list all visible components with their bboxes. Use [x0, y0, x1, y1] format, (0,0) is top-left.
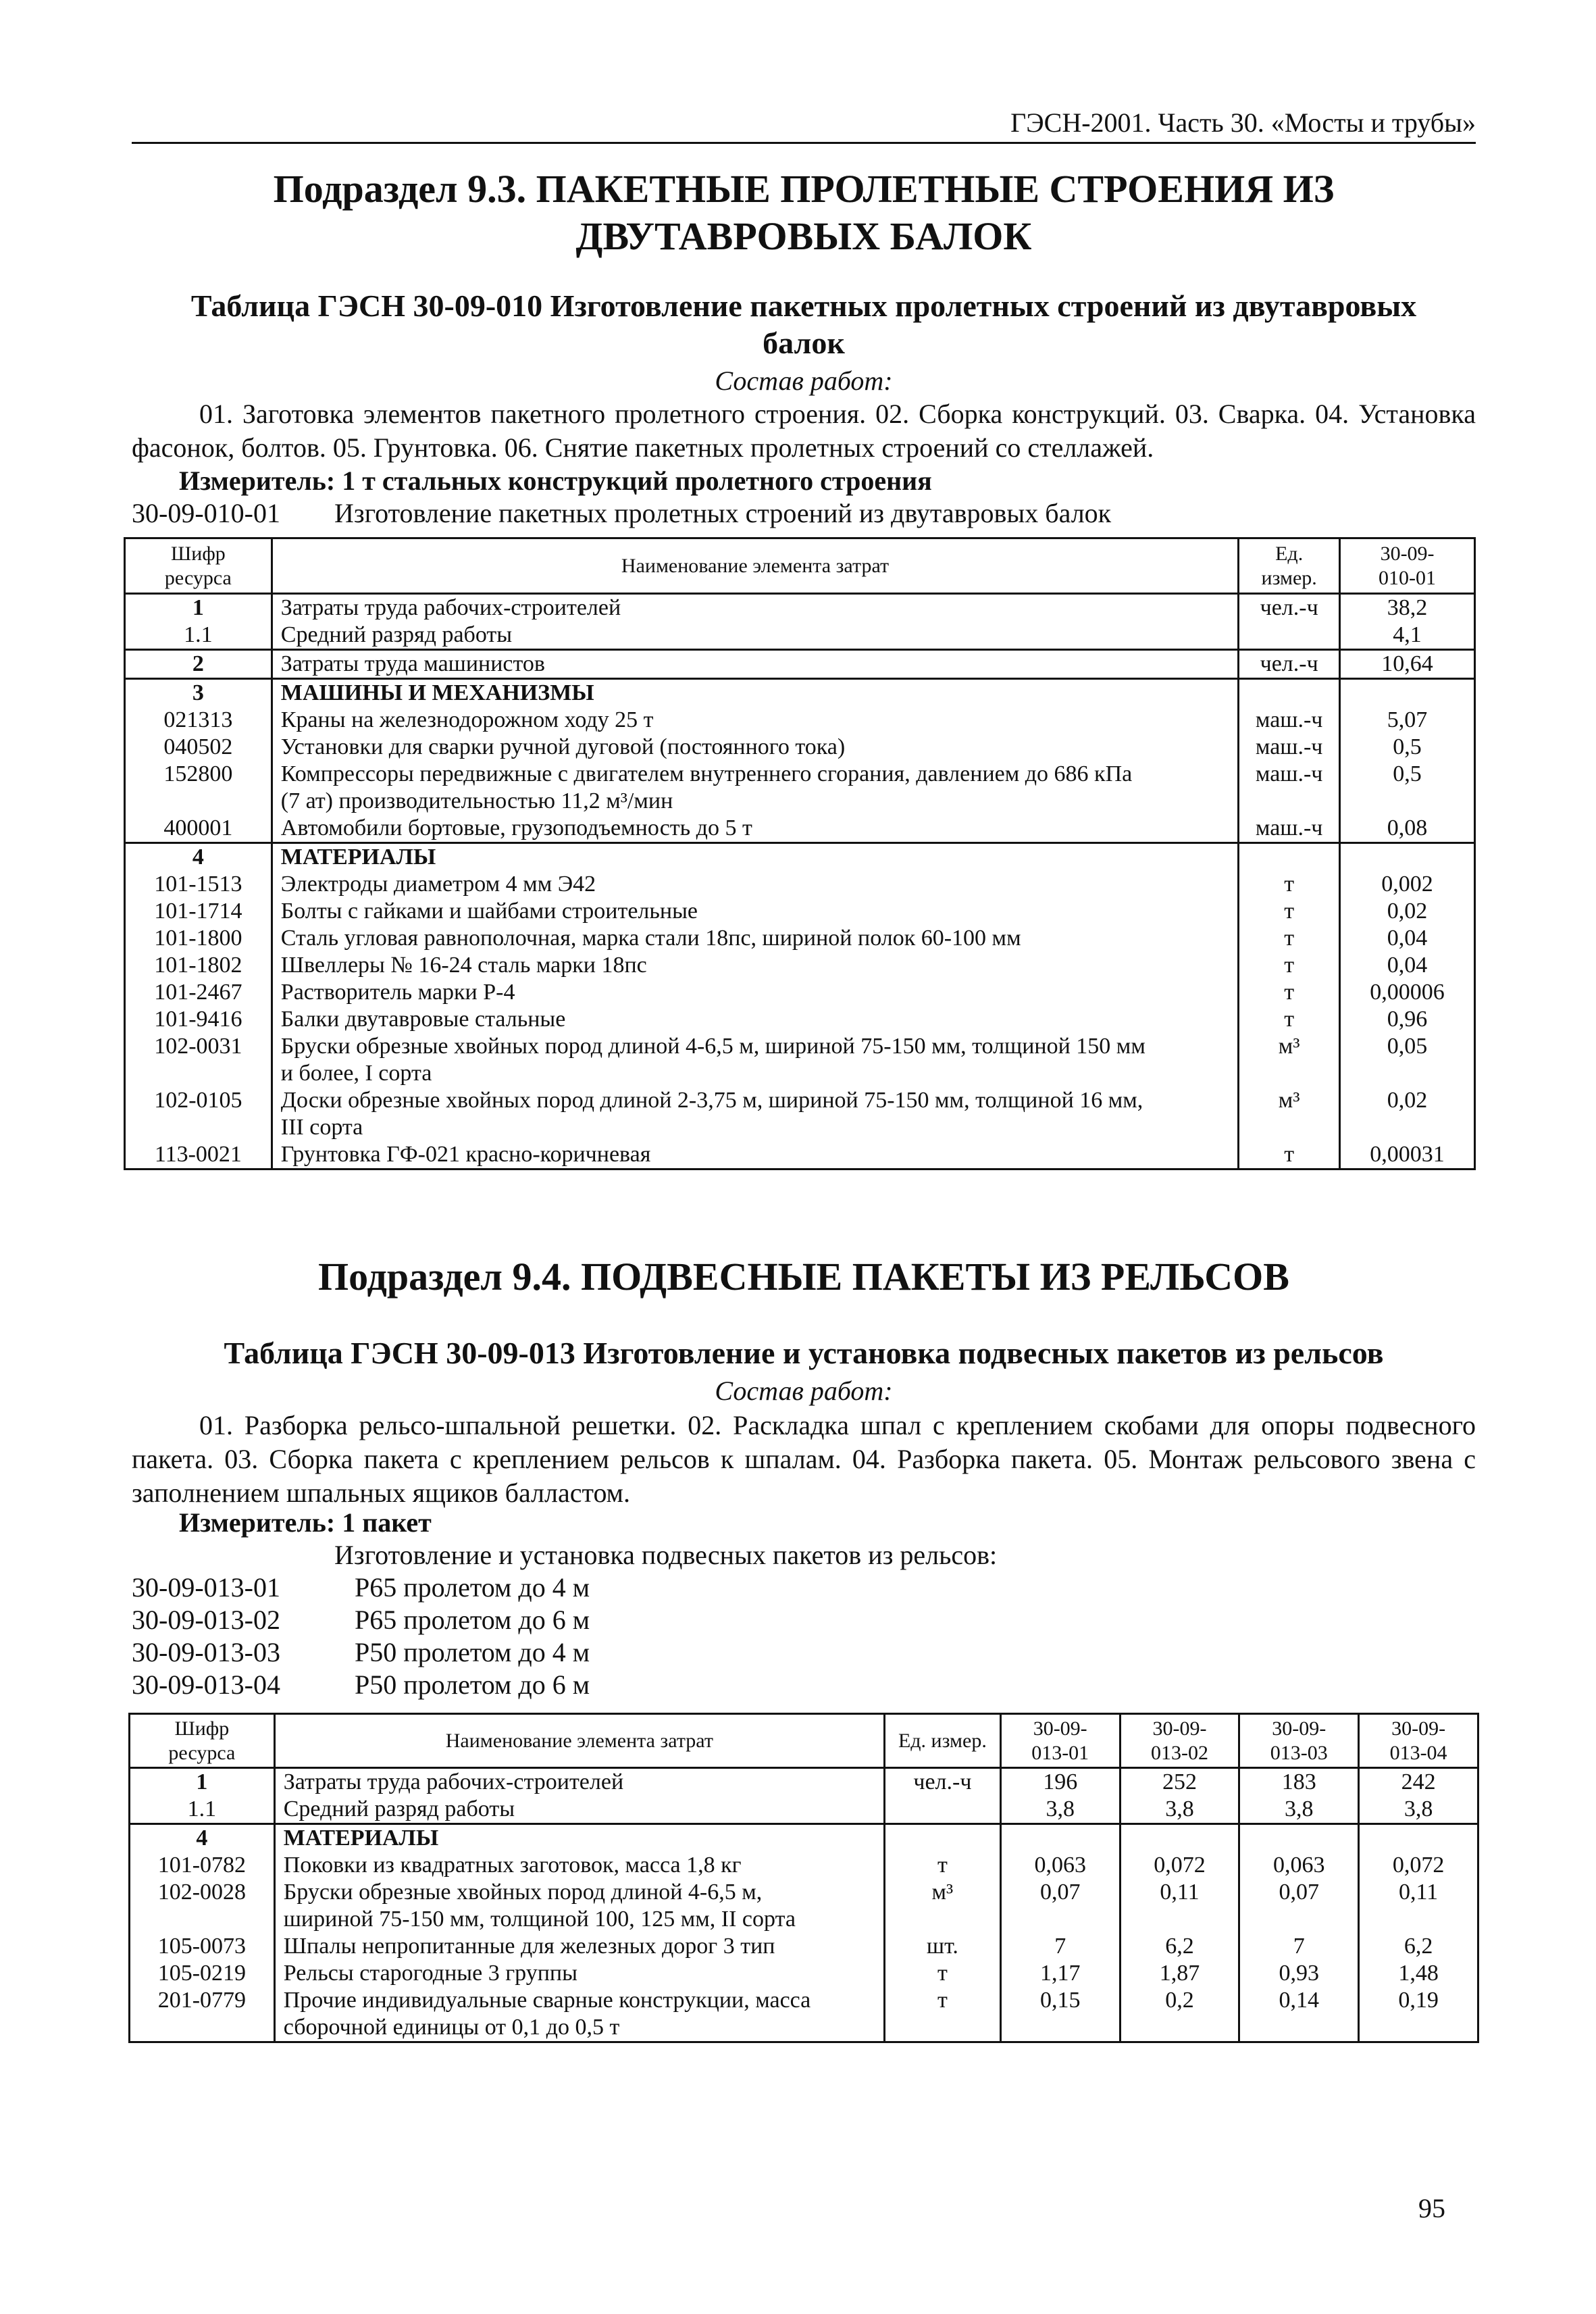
table-row: [125, 594, 1475, 622]
section-title-9-3-line2: ДВУТАВРОВЫХ БАЛОК: [575, 214, 1032, 258]
header-norm-col: 30-09- 013-03: [1239, 1714, 1359, 1768]
table-row: [125, 734, 1475, 761]
row-code: 102-0031: [125, 1033, 272, 1087]
row-code: 400001: [125, 815, 272, 843]
row-unit: т: [1239, 898, 1340, 925]
row-value: 0,05: [1340, 1033, 1475, 1087]
norm-description: Р50 пролетом до 4 м: [355, 1637, 590, 1667]
row-name: Балки двутавровые стальные: [272, 1006, 1238, 1033]
row-code: 101-1802: [125, 952, 272, 979]
table-row: [130, 1987, 1478, 2042]
row-value: 0,00006: [1340, 979, 1475, 1006]
work-composition-text: 01. Разборка рельсо-шпальной решетки. 02. Раскладка шпал с креплением скобами для опоры подвесного пакета. 03. Сборка пакета с креплением рельсов к шпалам. 04. Разборка пакета. 05. Монтаж рельсового звена с заполнением шпальных ящиков балластом.: [132, 1410, 1476, 1508]
row-unit: [1239, 843, 1340, 872]
row-value: [1000, 1824, 1120, 1853]
header-code: Шифр ресурса: [125, 538, 272, 594]
row-value: 0,04: [1340, 925, 1475, 952]
table-row: [125, 707, 1475, 734]
work-composition-caption: Состав работ:: [715, 366, 893, 396]
row-name: МАШИНЫ И МЕХАНИЗМЫ: [272, 679, 1238, 707]
row-name: Установки для сварки ручной дуговой (постоянного тока): [272, 734, 1238, 761]
row-value: 252: [1120, 1768, 1239, 1796]
work-composition-text: 01. Заготовка элементов пакетного пролетного строения. 02. Сборка конструкций. 03. Сварка. 04. Установка фасонок, болтов. 05. Грунтовка. 06. Снятие пакетных пролетных строений со стеллажей.: [132, 399, 1476, 463]
table-row: [130, 1933, 1478, 1960]
table-row: [125, 952, 1475, 979]
table-row-group-header: [125, 679, 1475, 707]
row-code: 3: [125, 679, 272, 707]
table-title-30-09-010-line1: Таблица ГЭСН 30-09-010 Изготовление пакетных пролетных строений из двутавровых: [190, 288, 1417, 323]
norm-code: 30-09-013-03: [132, 1637, 280, 1667]
section-title-9-3-line1: Подраздел 9.3. ПАКЕТНЫЕ ПРОЛЕТНЫЕ СТРОЕНИЯ ИЗ: [273, 167, 1335, 211]
norm-code-line: [132, 1604, 590, 1636]
row-value: 1,17: [1000, 1960, 1120, 1987]
norm-code-line: [132, 1571, 590, 1604]
table-row: [125, 898, 1475, 925]
row-name: Краны на железнодорожном ходу 25 т: [272, 707, 1238, 734]
row-code: 2: [125, 650, 272, 679]
table-title-30-09-010-line2: балок: [763, 326, 845, 360]
row-code: 4: [125, 843, 272, 872]
row-value: 6,2: [1120, 1933, 1239, 1960]
row-code: 1.1: [125, 622, 272, 650]
row-name: Затраты труда машинистов: [272, 650, 1238, 679]
row-name: Затраты труда рабочих-строителей: [272, 594, 1238, 622]
row-value: [1359, 1824, 1478, 1853]
row-code: 021313: [125, 707, 272, 734]
row-unit: [1239, 679, 1340, 707]
row-value: 0,072: [1359, 1852, 1478, 1879]
row-unit: т: [1239, 871, 1340, 898]
table-row: [125, 761, 1475, 815]
row-unit: чел.-ч: [1239, 650, 1340, 679]
row-unit: т: [1239, 925, 1340, 952]
page-number: 95: [1418, 2193, 1445, 2223]
row-value: 0,07: [1000, 1879, 1120, 1933]
row-value: 0,15: [1000, 1987, 1120, 2042]
row-value: 196: [1000, 1768, 1120, 1796]
row-value: [1239, 1824, 1359, 1853]
row-value: 0,19: [1359, 1987, 1478, 2042]
row-code: 201-0779: [130, 1987, 275, 2042]
norm-code: 30-09-013-01: [132, 1572, 280, 1603]
row-value: 0,5: [1340, 761, 1475, 815]
row-value: 7: [1239, 1933, 1359, 1960]
table-row: [125, 622, 1475, 650]
row-code: 152800: [125, 761, 272, 815]
table-row: [125, 650, 1475, 679]
row-name: Рельсы старогодные 3 группы: [274, 1960, 884, 1987]
row-value: 3,8: [1359, 1796, 1478, 1824]
header-norm-col: 30-09- 013-01: [1000, 1714, 1120, 1768]
row-name: Прочие индивидуальные сварные конструкции, масса сборочной единицы от 0,1 до 0,5 т: [274, 1987, 884, 2042]
row-name: МАТЕРИАЛЫ: [272, 843, 1238, 872]
row-value: 3,8: [1120, 1796, 1239, 1824]
row-value: 1,87: [1120, 1960, 1239, 1987]
row-code: 105-0219: [130, 1960, 275, 1987]
header-name: Наименование элемента затрат: [274, 1714, 884, 1768]
row-name: Доски обрезные хвойных пород длиной 2-3,75 м, шириной 75-150 мм, толщиной 16 мм, III сорта: [272, 1087, 1238, 1141]
row-value: 0,04: [1340, 952, 1475, 979]
table-row: [125, 871, 1475, 898]
row-value: 0,02: [1340, 1087, 1475, 1141]
row-unit: т: [884, 1987, 1000, 2042]
table-row: [125, 925, 1475, 952]
header-norm-col: 30-09- 013-02: [1120, 1714, 1239, 1768]
norm-code: 30-09-013-04: [132, 1669, 280, 1700]
row-code: 101-1714: [125, 898, 272, 925]
running-header: ГЭСН-2001. Часть 30. «Мосты и трубы»: [132, 107, 1476, 144]
row-unit: м³: [884, 1879, 1000, 1933]
row-code: 101-9416: [125, 1006, 272, 1033]
table-row: [130, 1852, 1478, 1879]
table-row: [130, 1796, 1478, 1824]
norm-description: Р65 пролетом до 4 м: [355, 1572, 590, 1603]
table-row: [125, 1033, 1475, 1087]
row-name: Растворитель марки Р-4: [272, 979, 1238, 1006]
resource-table-30-09-010: [124, 537, 1476, 1170]
row-value: 0,14: [1239, 1987, 1359, 2042]
row-code: 102-0105: [125, 1087, 272, 1141]
row-value: 0,02: [1340, 898, 1475, 925]
norm-description: Изготовление пакетных пролетных строений из двутавровых балок: [334, 498, 1112, 528]
row-value: 0,00031: [1340, 1141, 1475, 1169]
header-code: Шифр ресурса: [130, 1714, 275, 1768]
norm-code-line: [132, 1636, 590, 1669]
row-code: 040502: [125, 734, 272, 761]
row-value: 3,8: [1239, 1796, 1359, 1824]
row-value: 6,2: [1359, 1933, 1478, 1960]
row-name: Сталь угловая равнополочная, марка стали 18пс, шириной полок 60-100 мм: [272, 925, 1238, 952]
row-unit: маш.-ч: [1239, 707, 1340, 734]
row-value: [1340, 843, 1475, 872]
row-name: Швеллеры № 16-24 сталь марки 18пс: [272, 952, 1238, 979]
row-code: 101-2467: [125, 979, 272, 1006]
row-name: Средний разряд работы: [272, 622, 1238, 650]
row-name: Бруски обрезные хвойных пород длиной 4-6,5 м, шириной 75-150 мм, толщиной 150 мм и более, I сорта: [272, 1033, 1238, 1087]
row-name: Средний разряд работы: [274, 1796, 884, 1824]
row-code: 4: [130, 1824, 275, 1853]
norm-code: 30-09-010-01: [132, 498, 280, 528]
row-value: 7: [1000, 1933, 1120, 1960]
row-name: Поковки из квадратных заготовок, масса 1,8 кг: [274, 1852, 884, 1879]
section-title-9-4: Подраздел 9.4. ПОДВЕСНЫЕ ПАКЕТЫ ИЗ РЕЛЬСОВ: [318, 1255, 1289, 1299]
row-name: Автомобили бортовые, грузоподъемность до 5 т: [272, 815, 1238, 843]
row-unit: т: [1239, 1141, 1340, 1169]
row-value: [1340, 679, 1475, 707]
header-unit: Ед. измер.: [1239, 538, 1340, 594]
norm-code-line: [132, 1669, 590, 1701]
table-row: [130, 1879, 1478, 1933]
row-name: Грунтовка ГФ-021 красно-коричневая: [272, 1141, 1238, 1169]
table-row: [125, 815, 1475, 843]
row-unit: маш.-ч: [1239, 815, 1340, 843]
row-code: 102-0028: [130, 1879, 275, 1933]
row-name: Болты с гайками и шайбами строительные: [272, 898, 1238, 925]
row-code: 1: [125, 594, 272, 622]
row-unit: т: [884, 1960, 1000, 1987]
row-value: 0,11: [1359, 1879, 1478, 1933]
norm-description: Р65 пролетом до 6 м: [355, 1605, 590, 1635]
row-unit: [884, 1824, 1000, 1853]
row-name: Электроды диаметром 4 мм Э42: [272, 871, 1238, 898]
row-value: 4,1: [1340, 622, 1475, 650]
row-unit: маш.-ч: [1239, 734, 1340, 761]
row-value: 0,11: [1120, 1879, 1239, 1933]
row-unit: чел.-ч: [1239, 594, 1340, 622]
row-name: Затраты труда рабочих-строителей: [274, 1768, 884, 1796]
row-name: Компрессоры передвижные с двигателем внутреннего сгорания, давлением до 686 кПа (7 ат) производительностью 11,2 м³/мин: [272, 761, 1238, 815]
row-value: [1120, 1824, 1239, 1853]
row-code: 1.1: [130, 1796, 275, 1824]
row-code: 105-0073: [130, 1933, 275, 1960]
row-value: 183: [1239, 1768, 1359, 1796]
row-unit: шт.: [884, 1933, 1000, 1960]
measure-unit: Измеритель: 1 т стальных конструкций пролетного строения: [179, 466, 932, 496]
row-unit: маш.-ч: [1239, 761, 1340, 815]
table-row: [125, 1006, 1475, 1033]
row-value: 0,08: [1340, 815, 1475, 843]
row-unit: [884, 1796, 1000, 1824]
row-code: 101-1800: [125, 925, 272, 952]
row-unit: м³: [1239, 1087, 1340, 1141]
table-title-30-09-013: Таблица ГЭСН 30-09-013 Изготовление и установка подвесных пакетов из рельсов: [224, 1336, 1384, 1370]
row-unit: [1239, 622, 1340, 650]
table-row: [125, 1087, 1475, 1141]
row-value: 10,64: [1340, 650, 1475, 679]
row-value: 3,8: [1000, 1796, 1120, 1824]
table-row-group-header: [125, 843, 1475, 872]
measure-unit: Измеритель: 1 пакет: [179, 1507, 432, 1538]
table-header-row: [130, 1714, 1478, 1768]
row-unit: м³: [1239, 1033, 1340, 1087]
row-value: 5,07: [1340, 707, 1475, 734]
resource-table-30-09-013: [128, 1713, 1479, 2043]
table-row-group-header: [130, 1824, 1478, 1853]
row-code: 101-1513: [125, 871, 272, 898]
row-value: 0,96: [1340, 1006, 1475, 1033]
table-row: [130, 1768, 1478, 1796]
row-name: МАТЕРИАЛЫ: [274, 1824, 884, 1853]
norm-code: 30-09-013-02: [132, 1605, 280, 1635]
row-name: Бруски обрезные хвойных пород длиной 4-6,5 м, шириной 75-150 мм, толщиной 100, 125 мм, II сорта: [274, 1879, 884, 1933]
row-value: 0,2: [1120, 1987, 1239, 2042]
row-value: 0,07: [1239, 1879, 1359, 1933]
header-unit: Ед. измер.: [884, 1714, 1000, 1768]
row-unit: т: [1239, 979, 1340, 1006]
row-name: Шпалы непропитанные для железных дорог 3 тип: [274, 1933, 884, 1960]
row-code: 113-0021: [125, 1141, 272, 1169]
row-code: 1: [130, 1768, 275, 1796]
header-name: Наименование элемента затрат: [272, 538, 1238, 594]
row-value: 242: [1359, 1768, 1478, 1796]
norm-group-title: Изготовление и установка подвесных пакетов из рельсов:: [334, 1540, 998, 1570]
row-unit: чел.-ч: [884, 1768, 1000, 1796]
norm-code-line: [132, 497, 1111, 530]
table-row: [130, 1960, 1478, 1987]
row-value: 1,48: [1359, 1960, 1478, 1987]
row-value: 0,063: [1000, 1852, 1120, 1879]
header-norm-col: 30-09- 013-04: [1359, 1714, 1478, 1768]
table-header-row: [125, 538, 1475, 594]
work-composition-caption: Состав работ:: [715, 1376, 893, 1406]
row-unit: т: [1239, 1006, 1340, 1033]
table-row: [125, 1141, 1475, 1169]
norm-description: Р50 пролетом до 6 м: [355, 1669, 590, 1700]
row-value: 0,063: [1239, 1852, 1359, 1879]
row-value: 0,002: [1340, 871, 1475, 898]
row-value: 38,2: [1340, 594, 1475, 622]
row-unit: т: [1239, 952, 1340, 979]
row-code: 101-0782: [130, 1852, 275, 1879]
row-value: 0,5: [1340, 734, 1475, 761]
row-unit: т: [884, 1852, 1000, 1879]
table-row: [125, 979, 1475, 1006]
row-value: 0,93: [1239, 1960, 1359, 1987]
row-value: 0,072: [1120, 1852, 1239, 1879]
header-norm-col: 30-09- 010-01: [1340, 538, 1475, 594]
